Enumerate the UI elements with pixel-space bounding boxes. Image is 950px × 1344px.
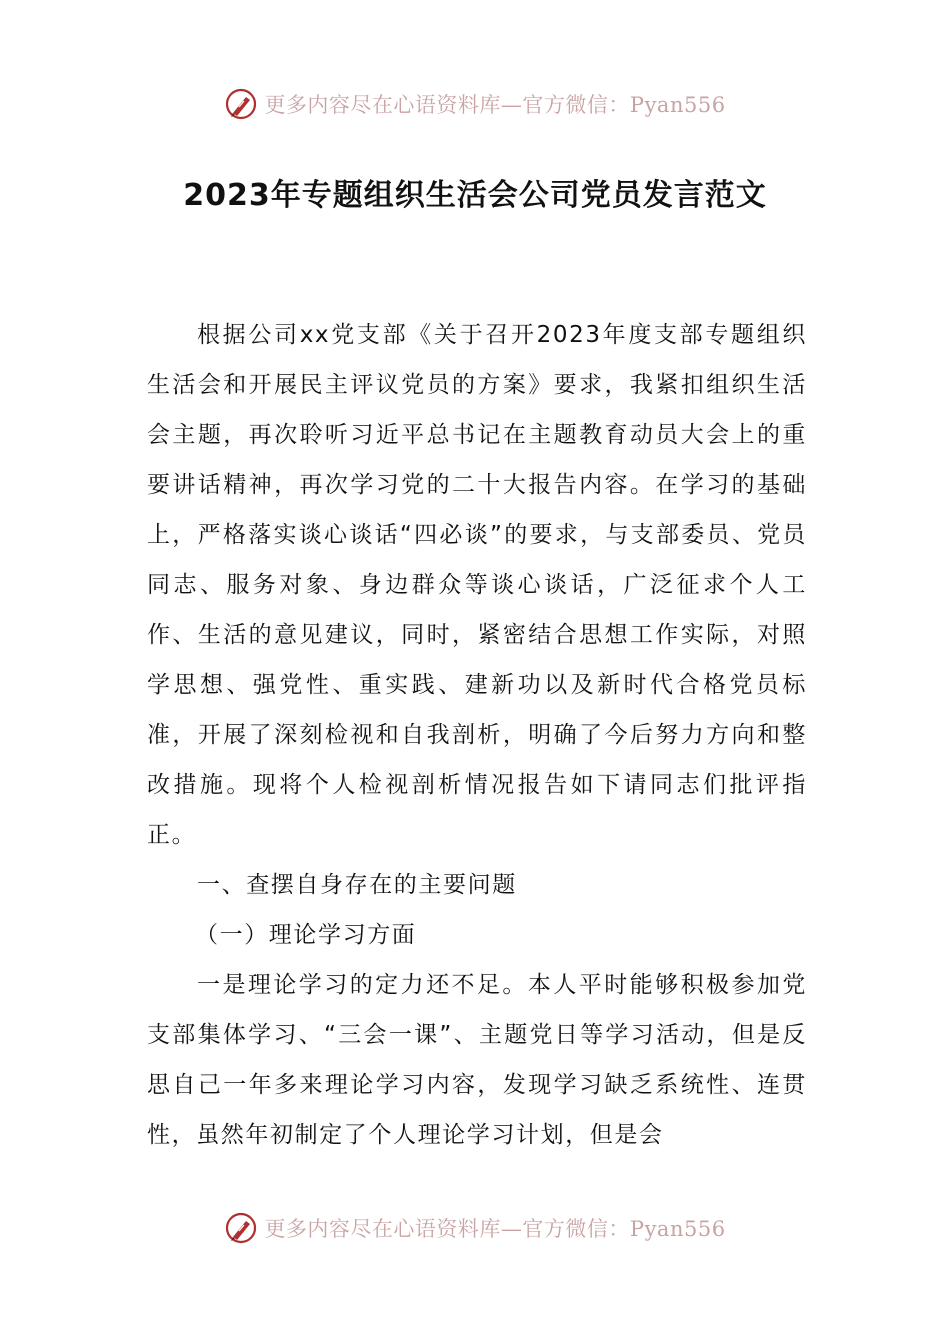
pen-nib-logo-icon (224, 1211, 258, 1245)
paragraph-intro: 根据公司xx党支部《关于召开2023年度支部专题组织生活会和开展民主评议党员的方案》要求，我紧扣组织生活会主题，再次聆听习近平总书记在主题教育动员大会上的重要讲话精神，再次学习党的二十大报告内容。在学习的基础上，严格落实谈心谈话“四必谈”的要求，与支部委员、党员同志、服务对象、身边群众等谈心谈话，广泛征求个人工作、生活的意见建议，同时，紧密结合思想工作实际，对照学思想、强党性、重实践、建新功以及新时代合格党员标准，开展了深刻检视和自我剖析，明确了今后努力方向和整改措施。现将个人检视剖析情况报告如下请同志们批评指正。 (147, 322, 807, 848)
watermark-header (0, 84, 950, 124)
section-heading-1: 一、查摆自身存在的主要问题 (197, 872, 517, 898)
watermark-text: 更多内容尽在心语资料库—官方微信：Pyan556 (264, 93, 726, 117)
watermark-footer (0, 1208, 950, 1248)
pen-nib-logo-icon (224, 87, 258, 121)
paragraph-theory-study: 一是理论学习的定力还不足。本人平时能够积极参加党支部集体学习、“三会一课”、主题党日等学习活动，但是反思自己一年多来理论学习内容，发现学习缺乏系统性、连贯性，虽然年初制定了个人理论学习计划，但是会 (147, 972, 807, 1148)
subsection-heading-1: （一）理论学习方面 (195, 922, 417, 948)
watermark-text: 更多内容尽在心语资料库—官方微信：Pyan556 (264, 1217, 726, 1241)
document-title: 2023年专题组织生活会公司党员发言范文 (183, 178, 767, 213)
document-body (147, 310, 807, 1160)
